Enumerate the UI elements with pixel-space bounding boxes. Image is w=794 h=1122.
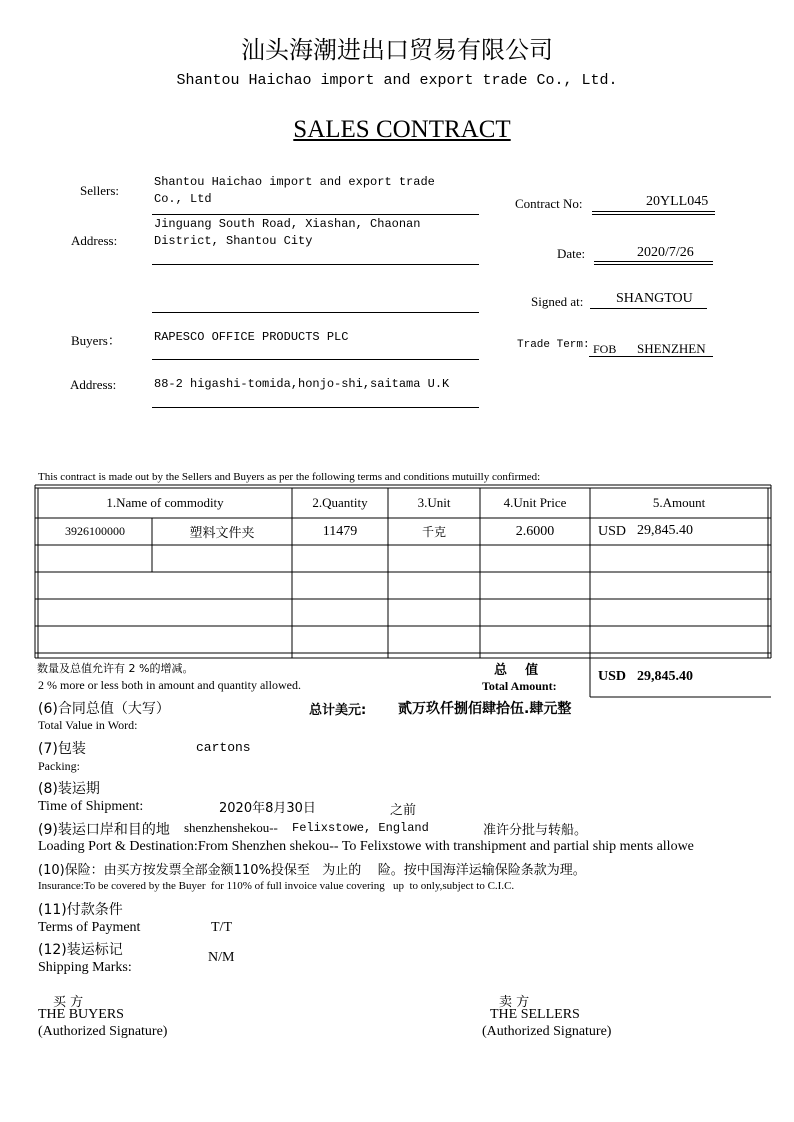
payment-label-en: Terms of Payment: [38, 920, 141, 935]
loading-to: Felixstowe, England: [292, 821, 429, 835]
date-label: Date:: [557, 246, 586, 261]
tolerance-en: 2 % more or less both in amount and quantity allowed.: [38, 678, 301, 692]
sellers-value-line2: Co., Ltd: [154, 192, 212, 206]
trade-term-value-fob: FOB: [593, 342, 617, 356]
row1-unit: 千克: [421, 525, 446, 539]
company-name-en: Shantou Haichao import and export trade Co., Ltd.: [176, 72, 618, 89]
row1-quantity: 11479: [322, 523, 358, 539]
contract-intro: This contract is made out by the Sellers and Buyers as per the following terms and conditions mutuilly confirmed:: [38, 471, 541, 483]
date-value: 2020/7/26: [637, 245, 694, 260]
payment-value: T/T: [211, 920, 232, 935]
trade-term-value-port: SHENZHEN: [637, 341, 706, 356]
marks-label-cn: (12)装运标记: [38, 942, 123, 958]
seller-signature-label-cn: 卖 方: [499, 995, 530, 1010]
row1-currency: USD: [598, 524, 627, 539]
header-quantity: 2.Quantity: [312, 495, 368, 510]
header-unit-price: 4.Unit Price: [503, 495, 567, 510]
row1-hs-code: 3926100000: [65, 524, 125, 538]
seller-signature-label-en: THE SELLERS: [490, 1007, 580, 1022]
packing-value: cartons: [196, 740, 251, 755]
contract-no-label: Contract No:: [515, 196, 583, 211]
signed-at-value: SHANGTOU: [616, 291, 693, 306]
tolerance-cn: 数量及总值允许有 2 %的增减。: [37, 662, 194, 675]
total-currency: USD: [598, 669, 627, 684]
total-words-value: 贰万玖仟捌佰肆拾伍.肆元整: [398, 701, 572, 717]
seller-address-line2: District, Shantou City: [154, 234, 313, 248]
signed-at-label: Signed at:: [531, 294, 584, 309]
contract-no-value: 20YLL045: [646, 194, 709, 209]
trade-term-label: Trade Term:: [517, 339, 590, 351]
seller-address-line1: Jinguang South Road, Xiashan, Chaonan: [154, 217, 421, 231]
packing-label-cn: (7)包装: [38, 741, 86, 757]
header-amount: 5.Amount: [652, 495, 706, 510]
buyer-address-value: 88-2 higashi-tomida,honjo-shi,saitama U.K: [154, 377, 450, 391]
company-name-cn: 汕头海潮进出口贸易有限公司: [241, 36, 553, 64]
buyer-authorized-signature: (Authorized Signature): [38, 1024, 168, 1039]
packing-label-en: Packing:: [38, 759, 80, 773]
total-label-cn: 总 值: [494, 663, 539, 678]
sellers-label: Sellers:: [80, 183, 119, 198]
insurance-line-cn: (10)保险：由买方按发票全部金额110%投保至 为止的 险。按中国海洋运输保险条款为理。: [38, 863, 586, 878]
total-words-prefix: 总计美元:: [309, 703, 367, 718]
shipment-label-en: Time of Shipment:: [38, 799, 144, 814]
buyer-signature-label-en: THE BUYERS: [38, 1007, 124, 1022]
header-name-of-commodity: 1.Name of commodity: [106, 495, 224, 510]
shipment-value: 2020年8月30日: [219, 801, 316, 816]
marks-value: N/M: [208, 950, 235, 965]
total-amount: 29,845.40: [637, 669, 693, 684]
shipment-label-cn: (8)装运期: [38, 781, 100, 797]
total-words-label-cn: (6)合同总值（大写）: [38, 701, 170, 717]
shipment-suffix: 之前: [390, 803, 417, 818]
total-label-en: Total Amount:: [482, 679, 557, 693]
marks-label-en: Shipping Marks:: [38, 960, 132, 975]
document-title: SALES CONTRACT: [293, 116, 511, 143]
loading-from: shenzhenshekou--: [184, 820, 278, 835]
header-unit: 3.Unit: [417, 495, 451, 510]
payment-label-cn: (11)付款条件: [38, 902, 123, 918]
row1-unit-price: 2.6000: [515, 523, 555, 539]
row1-commodity-name: 塑料文件夹: [189, 526, 255, 541]
buyer-address-label: Address:: [70, 377, 117, 392]
loading-label-cn: (9)装运口岸和目的地: [38, 822, 170, 838]
buyers-label: Buyers：: [71, 333, 121, 348]
row1-amount: 29,845.40: [637, 523, 693, 538]
total-words-label-en: Total Value in Word:: [38, 718, 138, 732]
buyer-signature-label-cn: 买 方: [53, 995, 84, 1010]
loading-note-cn: 准许分批与转船。: [483, 823, 588, 838]
sellers-value-line1: Shantou Haichao import and export trade: [154, 175, 435, 189]
seller-authorized-signature: (Authorized Signature): [482, 1024, 612, 1039]
loading-line-en: Loading Port & Destination:From Shenzhen shekou-- To Felixstowe with transhipment and partial ship ments allowe: [38, 839, 694, 854]
buyers-value: RAPESCO OFFICE PRODUCTS PLC: [154, 330, 349, 344]
seller-address-label: Address:: [71, 233, 118, 248]
insurance-line-en: Insurance:To be covered by the Buyer for 110% of full invoice value covering up to only,subject to C.I.C.: [38, 880, 515, 892]
